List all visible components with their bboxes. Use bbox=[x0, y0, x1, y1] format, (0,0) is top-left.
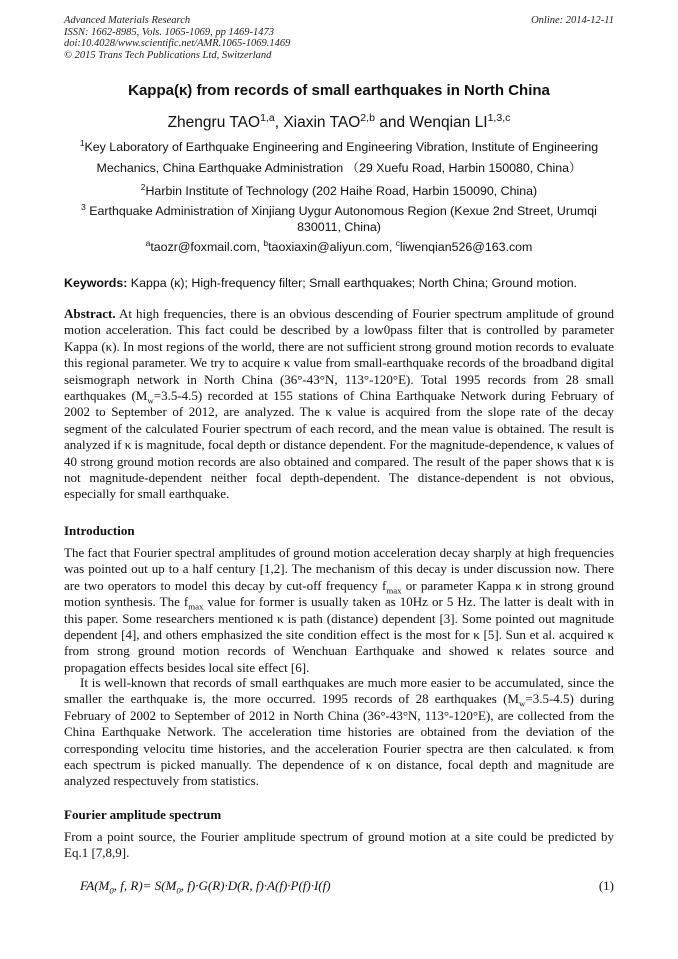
affil-text: 830011, China) bbox=[297, 220, 381, 234]
abstract bbox=[64, 306, 614, 503]
section-heading-fourier: Fourier amplitude spectrum bbox=[64, 807, 222, 822]
affil-num: 2 bbox=[140, 181, 146, 192]
online-date: Online: 2014-12-11 bbox=[531, 15, 614, 26]
subscript: 0 bbox=[109, 885, 114, 896]
email-line bbox=[64, 237, 614, 258]
affiliation-2 bbox=[64, 181, 614, 202]
journal-header bbox=[64, 15, 614, 61]
author-name: Zhengru TAO bbox=[167, 114, 261, 131]
intro-paragraph-1 bbox=[64, 545, 614, 676]
author-separator: , bbox=[274, 114, 284, 131]
author-affil-sup: 2,b bbox=[360, 111, 375, 124]
author-separator: and bbox=[374, 114, 410, 131]
paragraph-text: It is well-known that records of small earthquakes are much more easier to be accumulated, since the smaller the earthquake is, the more occurred. 1995 records of 28 earthquakes (M bbox=[64, 675, 614, 707]
copyright-line: © 2015 Trans Tech Publications Ltd, Switzerland bbox=[64, 49, 272, 61]
affil-text: Mechanics, China Earthquake Administration （29 Xuefu Road, Harbin 150080, China） bbox=[96, 161, 582, 175]
author-list bbox=[64, 111, 614, 132]
subscript: max bbox=[386, 585, 402, 596]
author-affil-sup: 1,3,c bbox=[487, 111, 511, 124]
keywords-text: Kappa (κ); High-frequency filter; Small earthquakes; North China; Ground motion. bbox=[127, 276, 578, 290]
abstract-text: =3.5-4.5) recorded at 155 stations of China Earthquake Network during February of 2002 to September of 2012, are analyzed. The κ value is acquired from the slope rate of the decay segment of the calculated Fourier spectrum of each record, and the mean value is obtained. The result is analyzed if κ is magnitude, focal depth or distance dependent. For the magnitude-dependence, κ values of 40 strong ground motion records are also obtained and compared. The result of the paper shows that κ is not magnitude-dependent neither focal depth-dependent. The distance-dependent is not obvious, especially for small earthquake. bbox=[64, 388, 614, 502]
email-sup: c bbox=[395, 237, 400, 248]
affil-text: Harbin Institute of Technology (202 Haihe Road, Harbin 150090, China) bbox=[145, 184, 538, 198]
paragraph-text: or parameter Kappa κ in strong ground motion synthesis. The f bbox=[64, 577, 614, 610]
equation-text: , f, R)= S(M bbox=[113, 878, 177, 893]
fourier-paragraph-1: From a point source, the Fourier amplitude spectrum of ground motion at a site could be predicted by Eq.1 [7,8,9]. bbox=[64, 829, 614, 861]
email-link[interactable]: taozr@foxmail.com, bbox=[150, 240, 264, 254]
paragraph-text: The fact that Fourier spectral amplitudes of ground motion acceleration decay sharply at high frequencies was pointed out up to a half century [1,2]. The mechanism of this decay is under discussion now. There are two operators to model this decay by cut-off frequency f bbox=[64, 545, 614, 593]
affiliation-1 bbox=[64, 137, 614, 179]
paper-title: Kappa(κ) from records of small earthquakes in North China bbox=[128, 82, 550, 99]
affiliation-3 bbox=[64, 203, 614, 235]
author-affil-sup: 1,a bbox=[260, 111, 275, 124]
affil-text: Key Laboratory of Earthquake Engineering and Engineering Vibration, Institute of Engineering bbox=[84, 140, 599, 154]
email-link[interactable]: liwenqian526@163.com bbox=[399, 240, 533, 254]
paragraph-text: =3.5-4.5) during February of 2002 to September of 2012 in North China (36°-43°N, 113°-120°E), are collected from the China Earthquake Network. The acceleration time histories are obtained from the deviation of the corresponding velocitu time histories, and the acceleration Fourier spectra are then calculated. κ from each spectrum is picked manually. The dependence of κ on distance, focal depth and magnitude are analyzed respectuvely from statistics. bbox=[64, 691, 614, 789]
subscript: w bbox=[147, 395, 154, 406]
abstract-label: Abstract. bbox=[64, 306, 116, 321]
subscript: w bbox=[518, 699, 526, 709]
subscript: 0 bbox=[176, 885, 181, 896]
affil-num: 1 bbox=[79, 137, 85, 148]
issn-line: ISSN: 1662-8985, Vols. 1065-1069, pp 1469-1473 bbox=[64, 26, 274, 38]
affil-text: Earthquake Administration of Xinjiang Uygur Autonomous Region (Kexue 2nd Street, Urumqi bbox=[85, 204, 597, 218]
author-name: Xiaxin TAO bbox=[283, 114, 361, 131]
journal-name: Advanced Materials Research bbox=[64, 15, 191, 26]
equation-1 bbox=[80, 878, 614, 894]
affil-num: 3 bbox=[81, 201, 86, 212]
abstract-text: At high frequencies, there is an obvious descending of Fourier spectrum amplitude of ground motion acceleration. This fact could be described by a low0pass filter that is controlled by parameter Kappa (κ). In most regions of the world, there are not sufficient strong ground motion records to evaluate this regional parameter. We try to acquire κ value from small-earthquake records of the broadband digital seismograph network in North China (36°-43°N, 113°-120°E). Total 1995 records from 28 small earthquakes (M bbox=[64, 306, 614, 404]
email-sup: b bbox=[263, 237, 269, 248]
intro-paragraph-2 bbox=[64, 675, 614, 790]
doi-line[interactable]: doi:10.4028/www.scientific.net/AMR.1065-1069.1469 bbox=[64, 38, 291, 49]
equation-text: FA(M bbox=[80, 878, 110, 893]
author-name: Wenqian LI bbox=[409, 114, 488, 131]
equation-text: , f)·G(R)·D(R, f)·A(f)·P(f)·I(f) bbox=[180, 878, 331, 893]
email-link[interactable]: taoxiaxin@aliyun.com, bbox=[268, 240, 396, 254]
email-sup: a bbox=[145, 237, 151, 248]
section-heading-introduction: Introduction bbox=[64, 523, 135, 538]
equation-number: (1) bbox=[598, 878, 614, 893]
keywords-label: Keywords: bbox=[64, 276, 128, 290]
subscript: max bbox=[188, 601, 204, 612]
paragraph-text: value for former is usually taken as 10Hz or 5 Hz. The latter is dealt with in this paper. Some researchers mentioned κ is path (distance) dependent [3]. Some pointed out magnitude dependent [4], and others emphasized the site condition effect is the most for κ [5]. Sun et al. acquired κ from strong ground motion records of Wenchuan Earthquake and showed κ relates source and propagation effects besides local site effect [6]. bbox=[64, 594, 614, 675]
keywords bbox=[64, 276, 614, 290]
